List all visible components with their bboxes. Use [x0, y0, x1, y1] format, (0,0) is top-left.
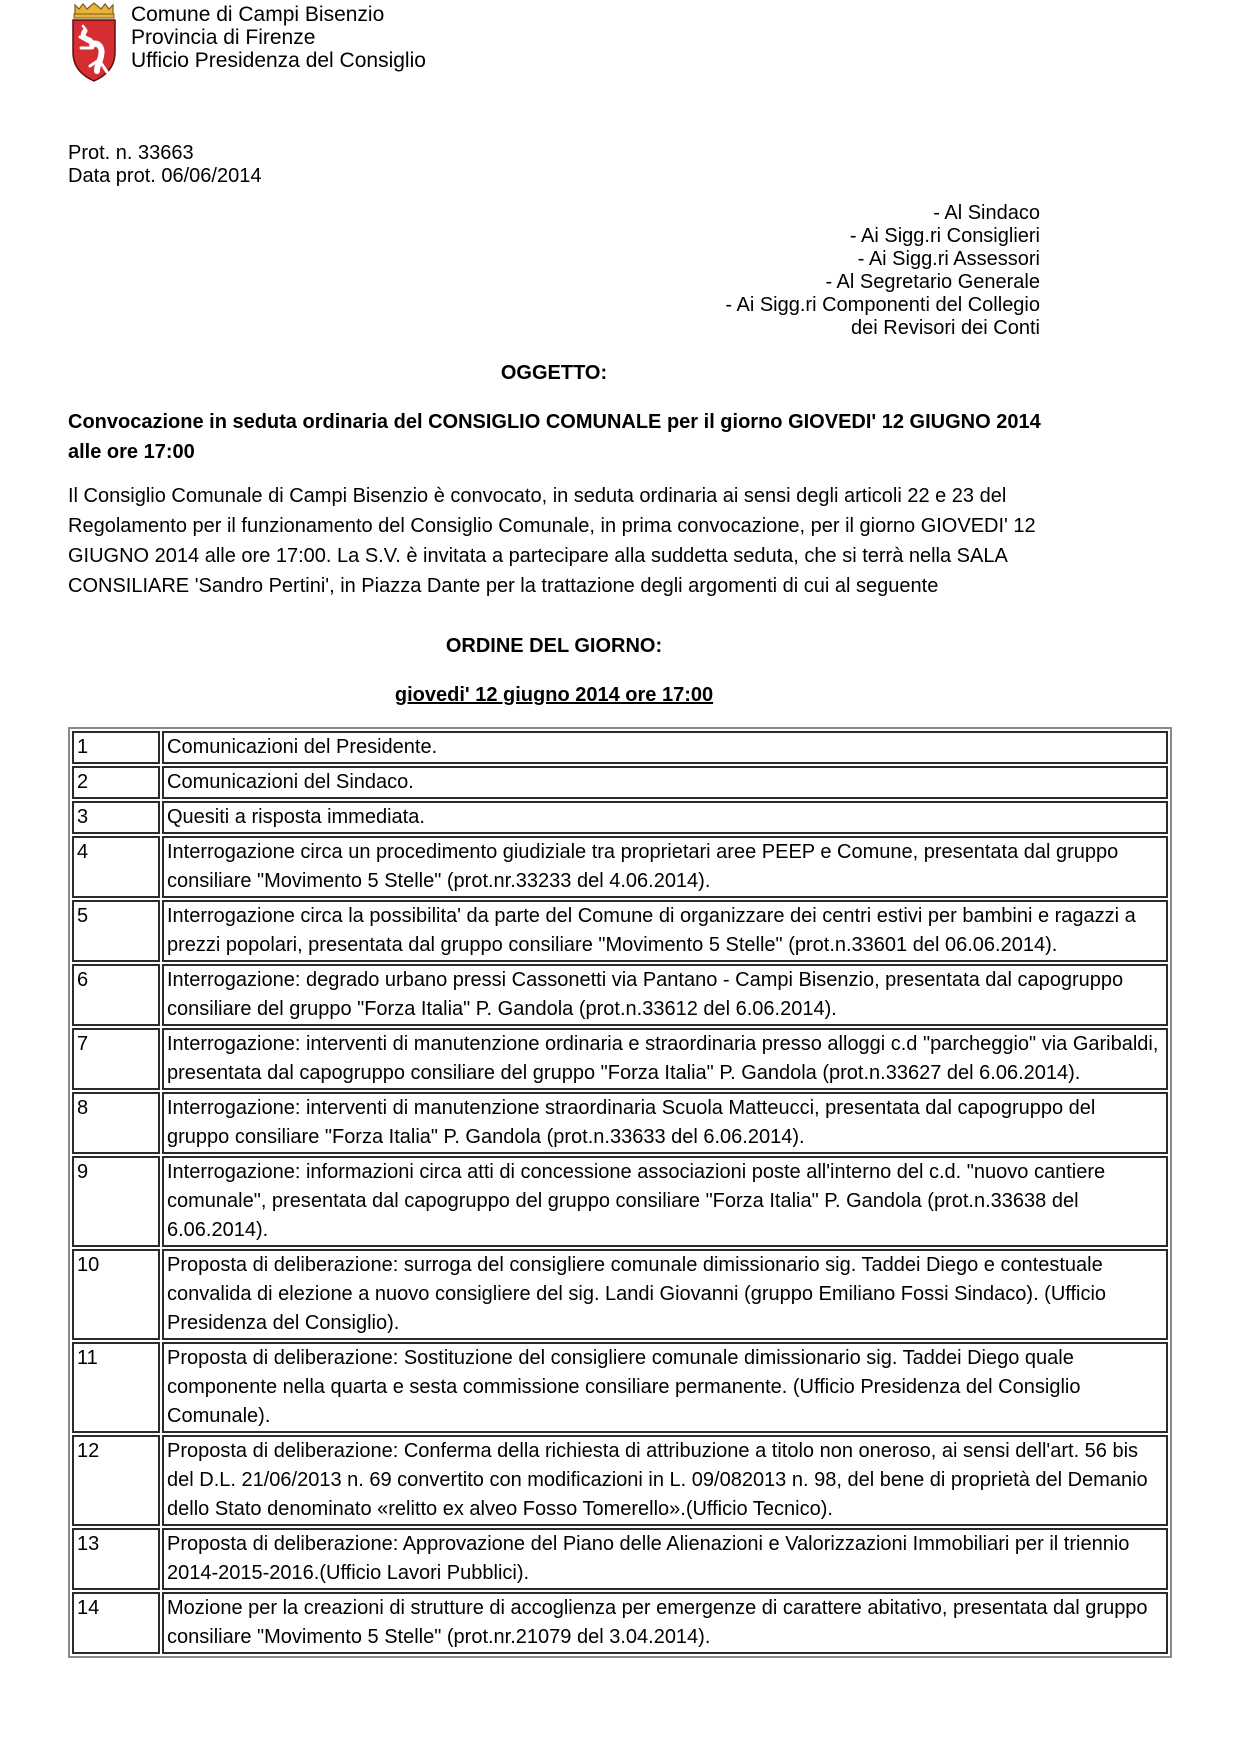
agenda-item-text: Mozione per la creazioni di strutture di accoglienza per emergenze di carattere abitativo, presentata dal gruppo consiliare "Movimento 5 Stelle" (prot.nr.21079 del 3.04.2014). — [162, 1592, 1168, 1654]
agenda-item-number: 1 — [72, 731, 160, 764]
letterhead — [0, 0, 1240, 82]
agenda-item-text: Proposta di deliberazione: Approvazione del Piano delle Alienazioni e Valorizzazioni Immobiliari per il triennio 2014-2015-2016.(Ufficio Lavori Pubblici). — [162, 1528, 1168, 1590]
org-name: Comune di Campi Bisenzio — [131, 3, 385, 26]
agenda-item-number: 2 — [72, 766, 160, 799]
agenda-row — [72, 731, 1168, 764]
agenda-item-text: Interrogazione: informazioni circa atti di concessione associazioni poste all'interno del c.d. "nuovo cantiere comunale", presentata dal capogruppo del gruppo consiliare "Forza Italia" P. Gandola (prot.n.33638 del 6.06.2014). — [162, 1156, 1168, 1247]
agenda-row — [72, 766, 1168, 799]
subject-label: OGGETTO: — [500, 362, 608, 384]
recipient-line: - Ai Sigg.ri Consiglieri — [849, 225, 1040, 247]
letterhead-text — [131, 2, 426, 72]
agenda-item-text: Interrogazione circa la possibilita' da parte del Comune di organizzare dei centri estivi per bambini e ragazzi a prezzi popolari, presentata dal gruppo consiliare "Movimento 5 Stelle" (prot.n.33601 del 06.06.2014). — [162, 900, 1168, 962]
agenda-item-text: Interrogazione circa un procedimento giudiziale tra proprietari aree PEEP e Comune, presentata dal gruppo consiliare "Movimento 5 Stelle" (prot.nr.33233 del 4.06.2014). — [162, 836, 1168, 898]
agenda-heading: ORDINE DEL GIORNO: — [445, 635, 663, 657]
agenda-item-number: 12 — [72, 1435, 160, 1526]
agenda-item-text: Interrogazione: degrado urbano pressi Cassonetti via Pantano - Campi Bisenzio, presentata dal capogruppo consiliare del gruppo "Forza Italia" P. Gandola (prot.n.33612 del 6.06.2014). — [162, 964, 1168, 1026]
agenda-row — [72, 1528, 1168, 1590]
agenda-item-number: 8 — [72, 1092, 160, 1154]
body-paragraph: Il Consiglio Comunale di Campi Bisenzio è convocato, in seduta ordinaria ai sensi degli articoli 22 e 23 del Regolamento per il funzionamento del Consiglio Comunale, in prima convocazione, per il giorno GIOVEDI' 12 GIUGNO 2014 alle ore 17:00. La S.V. è invitata a partecipare alla suddetta seduta, che si terrà nella SALA CONSILIARE 'Sandro Pertini', in Piazza Dante per la trattazione degli argomenti di cui al seguente — [68, 485, 1036, 597]
agenda-item-text: Comunicazioni del Presidente. — [162, 731, 1168, 764]
agenda-row — [72, 1342, 1168, 1433]
agenda-item-number: 14 — [72, 1592, 160, 1654]
agenda-row — [72, 1592, 1168, 1654]
agenda-table — [68, 727, 1172, 1658]
municipal-crest-icon — [68, 2, 120, 82]
agenda-item-number: 11 — [72, 1342, 160, 1433]
recipient-line: - Ai Sigg.ri Assessori — [857, 248, 1040, 270]
recipient-line: dei Revisori dei Conti — [851, 317, 1040, 339]
recipient-line: - Al Sindaco — [933, 202, 1040, 224]
agenda-item-text: Proposta di deliberazione: Sostituzione del consigliere comunale dimissionario sig. Taddei Diego quale componente nella quarta e sesta commissione consiliare permanente. (Ufficio Presidenza del Consiglio Comunale). — [162, 1342, 1168, 1433]
agenda-item-number: 9 — [72, 1156, 160, 1247]
agenda-item-text: Interrogazione: interventi di manutenzione straordinaria Scuola Matteucci, presentata dal capogruppo del gruppo consiliare "Forza Italia" P. Gandola (prot.n.33633 del 6.06.2014). — [162, 1092, 1168, 1154]
subject-text: Convocazione in seduta ordinaria del CONSIGLIO COMUNALE per il giorno GIOVEDI' 12 GIUGNO 2014 alle ore 17:00 — [68, 411, 1041, 463]
agenda-item-number: 5 — [72, 900, 160, 962]
protocol-number: Prot. n. 33663 — [68, 142, 194, 164]
protocol-block — [68, 142, 1240, 188]
agenda-row — [72, 1435, 1168, 1526]
agenda-row — [72, 1156, 1168, 1247]
agenda-item-number: 10 — [72, 1249, 160, 1340]
recipient-line: - Al Segretario Generale — [825, 271, 1040, 293]
org-office: Ufficio Presidenza del Consiglio — [131, 49, 426, 72]
agenda-item-text: Quesiti a risposta immediata. — [162, 801, 1168, 834]
agenda-row — [72, 964, 1168, 1026]
org-province: Provincia di Firenze — [131, 26, 316, 49]
agenda-row — [72, 900, 1168, 962]
agenda-item-number: 13 — [72, 1528, 160, 1590]
agenda-item-text: Proposta di deliberazione: Conferma della richiesta di attribuzione a titolo non oneroso, ai sensi dell'art. 56 bis del D.L. 21/06/2013 n. 69 convertito con modificazioni in L. 09/082013 n. 98, del bene di proprietà del Demanio dello Stato denominato «relitto ex alveo Fosso Tomerello».(Ufficio Tecnico). — [162, 1435, 1168, 1526]
agenda-row — [72, 836, 1168, 898]
agenda-row — [72, 1249, 1168, 1340]
recipient-line: - Ai Sigg.ri Componenti del Collegio — [725, 294, 1040, 316]
agenda-row — [72, 1028, 1168, 1090]
agenda-item-text: Interrogazione: interventi di manutenzione ordinaria e straordinaria presso alloggi c.d "parcheggio" via Garibaldi, presentata dal capogruppo consiliare del gruppo "Forza Italia" P. Gandola (prot.n.33627 del 6.06.2014). — [162, 1028, 1168, 1090]
recipients-block — [68, 202, 1040, 340]
agenda-item-number: 6 — [72, 964, 160, 1026]
agenda-item-number: 3 — [72, 801, 160, 834]
agenda-session-line: giovedi' 12 giugno 2014 ore 17:00 — [394, 684, 714, 706]
agenda-item-text: Comunicazioni del Sindaco. — [162, 766, 1168, 799]
agenda-row — [72, 801, 1168, 834]
agenda-item-text: Proposta di deliberazione: surroga del consigliere comunale dimissionario sig. Taddei Diego e contestuale convalida di elezione a nuovo consigliere del sig. Landi Giovanni (gruppo Emiliano Fossi Sindaco). (Ufficio Presidenza del Consiglio). — [162, 1249, 1168, 1340]
protocol-date: Data prot. 06/06/2014 — [68, 165, 262, 187]
agenda-item-number: 7 — [72, 1028, 160, 1090]
agenda-row — [72, 1092, 1168, 1154]
agenda-item-number: 4 — [72, 836, 160, 898]
